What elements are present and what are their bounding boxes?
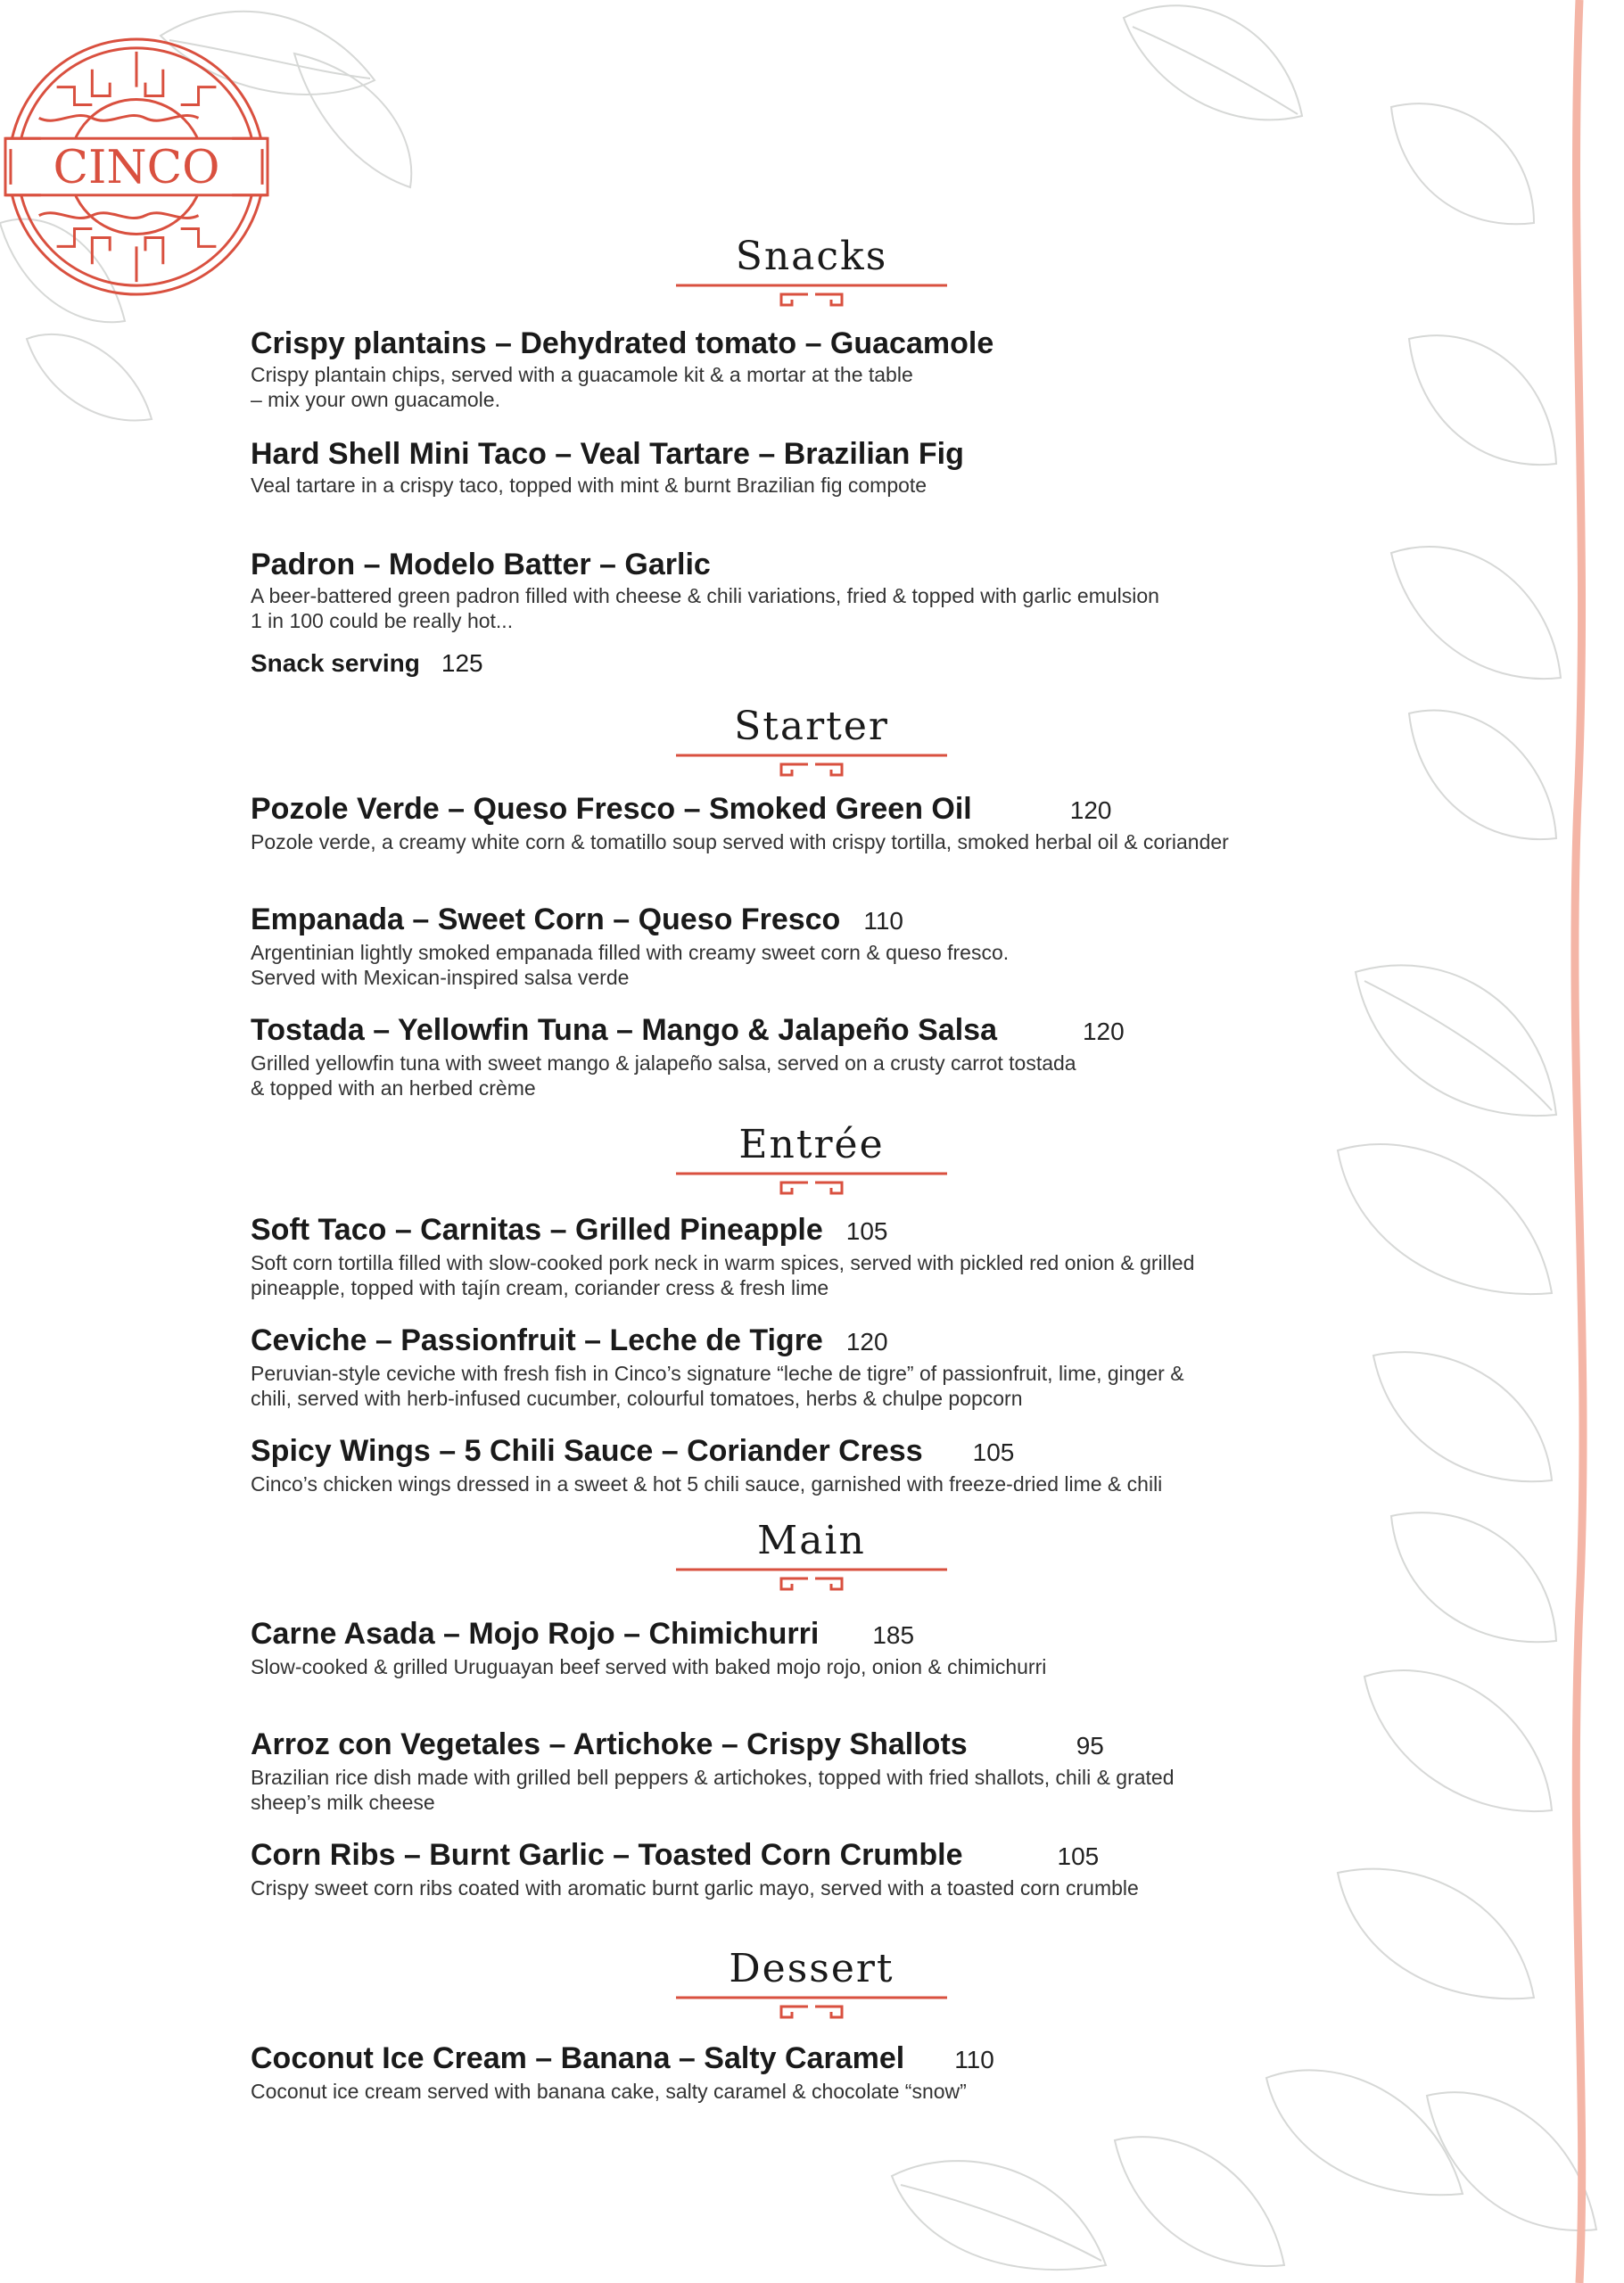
menu-item-name: Padron – Modelo Batter – Garlic	[251, 548, 711, 581]
section-header-dessert	[676, 1946, 947, 2024]
menu-item	[251, 1011, 1348, 1100]
menu-item-description: Soft corn tortilla filled with slow-cooked pork neck in warm spices, served with pickled red onion & grilled pineapple, topped with tajín cream, coriander cress & fresh lime	[251, 1251, 1195, 1299]
menu-item	[251, 1432, 1348, 1496]
menu-item	[251, 1211, 1348, 1300]
section-header-entree	[676, 1122, 947, 1200]
menu-item-price: 185	[872, 1621, 915, 1649]
section-divider	[676, 282, 947, 312]
menu-item	[251, 1615, 1348, 1679]
menu-item	[251, 901, 1348, 990]
section-title-starter: Starter	[734, 704, 889, 749]
menu-item-price: 105	[845, 1217, 888, 1245]
menu-item	[251, 1726, 1348, 1815]
menu-item-name: Crispy plantains – Dehydrated tomato – Guacamole	[251, 326, 994, 360]
menu-item-description: Pozole verde, a creamy white corn & tomatillo soup served with crispy tortilla, smoked herbal oil & coriander	[251, 830, 1229, 853]
menu-item-description: Crispy sweet corn ribs coated with aromatic burnt garlic mayo, served with a toasted corn crumble	[251, 1876, 1139, 1900]
menu-item	[251, 435, 1348, 498]
menu-item-price: 120	[1082, 1018, 1125, 1045]
section-divider	[676, 1994, 947, 2024]
section-title-snacks: Snacks	[735, 234, 888, 279]
menu-item-price: 110	[954, 2046, 994, 2073]
section-divider	[676, 1566, 947, 1596]
menu-item	[251, 1836, 1348, 1900]
snack-serving-label: Snack serving	[251, 649, 420, 677]
menu-item-name: Corn Ribs – Burnt Garlic – Toasted Corn Crumble 105	[251, 1838, 1100, 1872]
menu-item-name: Spicy Wings – 5 Chili Sauce – Coriander Cress 105	[251, 1434, 1015, 1468]
menu-item-description: Grilled yellowfin tuna with sweet mango & jalapeño salsa, served on a crusty carrot tostada & topped with an herbed crème	[251, 1051, 1076, 1100]
menu-item-description: Coconut ice cream served with banana cake, salty caramel & chocolate “snow”	[251, 2080, 967, 2103]
snack-serving-row	[251, 649, 483, 678]
section-divider	[676, 752, 947, 782]
snack-serving-price: 125	[441, 649, 483, 677]
menu-item-price: 120	[1069, 796, 1112, 824]
menu-item-name: Soft Taco – Carnitas – Grilled Pineapple 105	[251, 1213, 888, 1247]
menu-item	[251, 546, 1348, 633]
menu-item-description: Argentinian lightly smoked empanada filled with creamy sweet corn & queso fresco. Served with Mexican-inspired salsa verde	[251, 941, 1010, 989]
menu-item-price: 105	[1057, 1842, 1100, 1870]
menu-item	[251, 790, 1348, 854]
menu-item	[251, 2040, 1348, 2104]
menu-item-description: Peruvian-style ceviche with fresh fish in Cinco’s signature “leche de tigre” of passionfruit, lime, ginger & chili, served with herb-infused cucumber, colourful tomatoes, herbs & chulpe popcorn	[251, 1362, 1184, 1410]
section-title-main: Main	[757, 1518, 866, 1563]
menu-item-name: Carne Asada – Mojo Rojo – Chimichurri 185	[251, 1617, 915, 1651]
section-title-dessert: Dessert	[729, 1946, 894, 1991]
menu-item-name: Empanada – Sweet Corn – Queso Fresco 110	[251, 902, 903, 936]
logo-wordmark: CINCO	[53, 140, 220, 194]
menu-item-description: Crispy plantain chips, served with a guacamole kit & a mortar at the table – mix your own guacamole.	[251, 363, 913, 411]
menu-item-name: Arroz con Vegetales – Artichoke – Crispy Shallots 95	[251, 1727, 1104, 1761]
menu-item	[251, 1322, 1348, 1411]
section-header-snacks	[676, 234, 947, 312]
menu-item-description: Brazilian rice dish made with grilled bell peppers & artichokes, topped with fried shallots, chili & grated sheep’s milk cheese	[251, 1766, 1175, 1814]
menu-item	[251, 325, 1348, 412]
menu-item-price: 105	[972, 1438, 1015, 1466]
menu-item-name: Coconut Ice Cream – Banana – Salty Caramel 110	[251, 2041, 994, 2075]
menu-item-description: A beer-battered green padron filled with cheese & chili variations, fried & topped with garlic emulsion 1 in 100 could be really hot...	[251, 584, 1159, 632]
menu-item-description: Cinco’s chicken wings dressed in a sweet & hot 5 chili sauce, garnished with freeze-dried lime & chili	[251, 1472, 1163, 1496]
menu-item-price: 110	[863, 907, 903, 935]
menu-item-name: Ceviche – Passionfruit – Leche de Tigre 120	[251, 1323, 888, 1357]
menu-item-name: Pozole Verde – Queso Fresco – Smoked Green Oil 120	[251, 792, 1112, 826]
section-divider	[676, 1170, 947, 1200]
section-header-starter	[676, 704, 947, 782]
section-header-main	[676, 1518, 947, 1596]
section-title-entree: Entrée	[738, 1122, 885, 1167]
menu-item-price: 95	[1076, 1732, 1104, 1760]
menu-item-name: Hard Shell Mini Taco – Veal Tartare – Brazilian Fig	[251, 437, 964, 471]
menu-item-name: Tostada – Yellowfin Tuna – Mango & Jalapeño Salsa 120	[251, 1013, 1125, 1047]
menu-item-description: Veal tartare in a crispy taco, topped with mint & burnt Brazilian fig compote	[251, 474, 927, 497]
menu-item-description: Slow-cooked & grilled Uruguayan beef served with baked mojo rojo, onion & chimichurri	[251, 1655, 1047, 1678]
menu-item-price: 120	[845, 1328, 888, 1356]
